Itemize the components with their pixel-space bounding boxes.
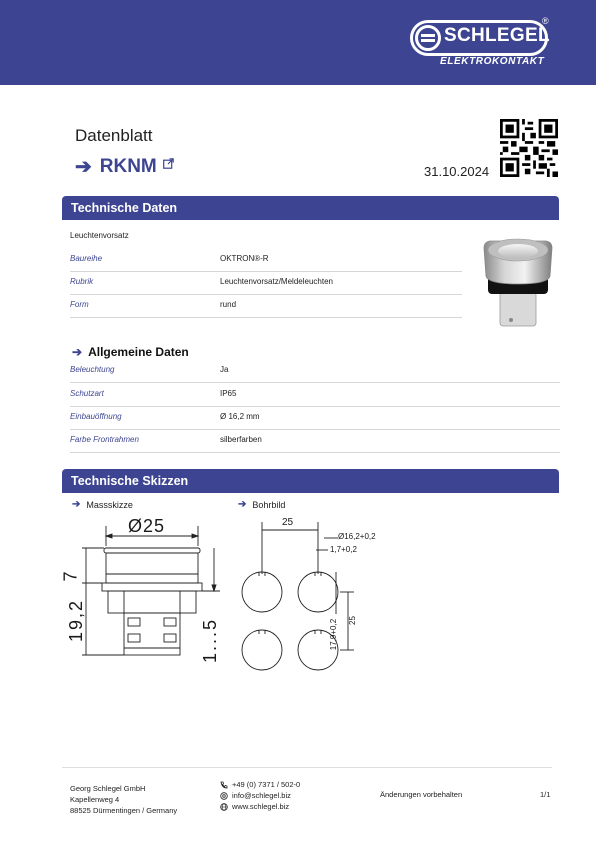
sketch-label-text: Bohrbild (252, 499, 286, 510)
logo-tagline: ELEKTROKONTAKT (440, 56, 545, 67)
document-title: Datenblatt (75, 126, 153, 145)
website-link[interactable]: www.schlegel.biz (232, 802, 290, 811)
row-label: Schutzart (70, 389, 104, 398)
sketch-label-dimension (72, 499, 133, 510)
drill-spacing-vertical-label: 25 (347, 616, 357, 625)
dim-range-label: 1...5 (200, 617, 221, 664)
row-value: silberfarben (220, 435, 262, 444)
row-label: Rubrik (70, 277, 94, 286)
company-name: Georg Schlegel GmbH (70, 784, 146, 793)
footer-divider (62, 767, 552, 768)
row-value: Ø 16,2 mm (220, 412, 260, 421)
section-technical-sketches: Technische Skizzen (62, 469, 559, 493)
product-name-link[interactable]: RKNM (99, 155, 157, 177)
row-label: Beleuchtung (70, 365, 115, 374)
footer-note: Änderungen vorbehalten (380, 790, 463, 799)
subsection-title: Allgemeine Daten (88, 345, 189, 359)
arrow-right-icon: ➔ (75, 156, 92, 178)
company-city: 88525 Dürmentingen / Germany (70, 806, 178, 815)
row-value: IP65 (220, 389, 237, 398)
row-label: Form (70, 300, 89, 309)
product-image (478, 232, 558, 332)
data-row (70, 295, 462, 318)
dim-height-body-label: 19,2 (66, 598, 87, 643)
row-label: Baureihe (70, 254, 103, 263)
logo-registered-mark: ® (542, 16, 549, 26)
subsection-general-data (72, 345, 189, 359)
sketch-label-drilling (238, 499, 285, 510)
phone-icon (220, 781, 228, 789)
globe-icon (220, 803, 228, 811)
section-technical-data: Technische Daten (62, 196, 559, 220)
row-label: Farbe Frontrahmen (70, 435, 139, 444)
logo-emblem-icon (415, 25, 441, 51)
product-heading (75, 154, 174, 179)
data-row (70, 407, 560, 430)
row-value: OKTRON®-R (220, 254, 269, 263)
email-icon (220, 792, 228, 800)
document-date: 31.10.2024 (424, 164, 490, 179)
email-link[interactable]: info@schlegel.biz (232, 791, 291, 800)
row-value: Ja (220, 365, 229, 374)
drill-key-vertical-label: 17,9+0,2 (329, 618, 339, 651)
logo-brand-name: SCHLEGEL (444, 25, 550, 46)
external-link-icon[interactable] (163, 158, 174, 169)
row-value: rund (220, 300, 237, 309)
drill-key-label: 1,7+0,2 (330, 545, 357, 554)
dim-height-top-label: 7 (60, 571, 81, 582)
product-category-subtitle: Leuchtenvorsatz (70, 231, 129, 240)
data-row (70, 384, 560, 407)
data-row (70, 272, 462, 295)
arrow-right-icon: ➔ (238, 499, 247, 510)
arrow-right-icon: ➔ (72, 345, 83, 359)
schlegel-logo[interactable] (410, 16, 560, 70)
arrow-right-icon: ➔ (72, 499, 81, 510)
sketch-label-text: Massskizze (86, 499, 133, 510)
footer-address (70, 783, 177, 816)
company-street: Kapellenweg 4 (70, 795, 120, 804)
drill-hole-label: Ø16,2+0,2 (338, 532, 376, 541)
data-row (70, 360, 560, 383)
page-number: 1/1 (540, 790, 551, 799)
row-value: Leuchtenvorsatz/Meldeleuchten (220, 277, 333, 286)
drill-spacing-label: 25 (282, 517, 294, 528)
footer-contact (220, 779, 300, 812)
phone-number[interactable]: +49 (0) 7371 / 502-0 (232, 780, 301, 789)
data-row (70, 249, 462, 272)
qr-code (500, 119, 558, 177)
dim-diameter-label: Ø25 (128, 516, 166, 536)
header-band (0, 0, 596, 85)
data-row (70, 430, 560, 453)
row-label: Einbauöffnung (70, 412, 122, 421)
